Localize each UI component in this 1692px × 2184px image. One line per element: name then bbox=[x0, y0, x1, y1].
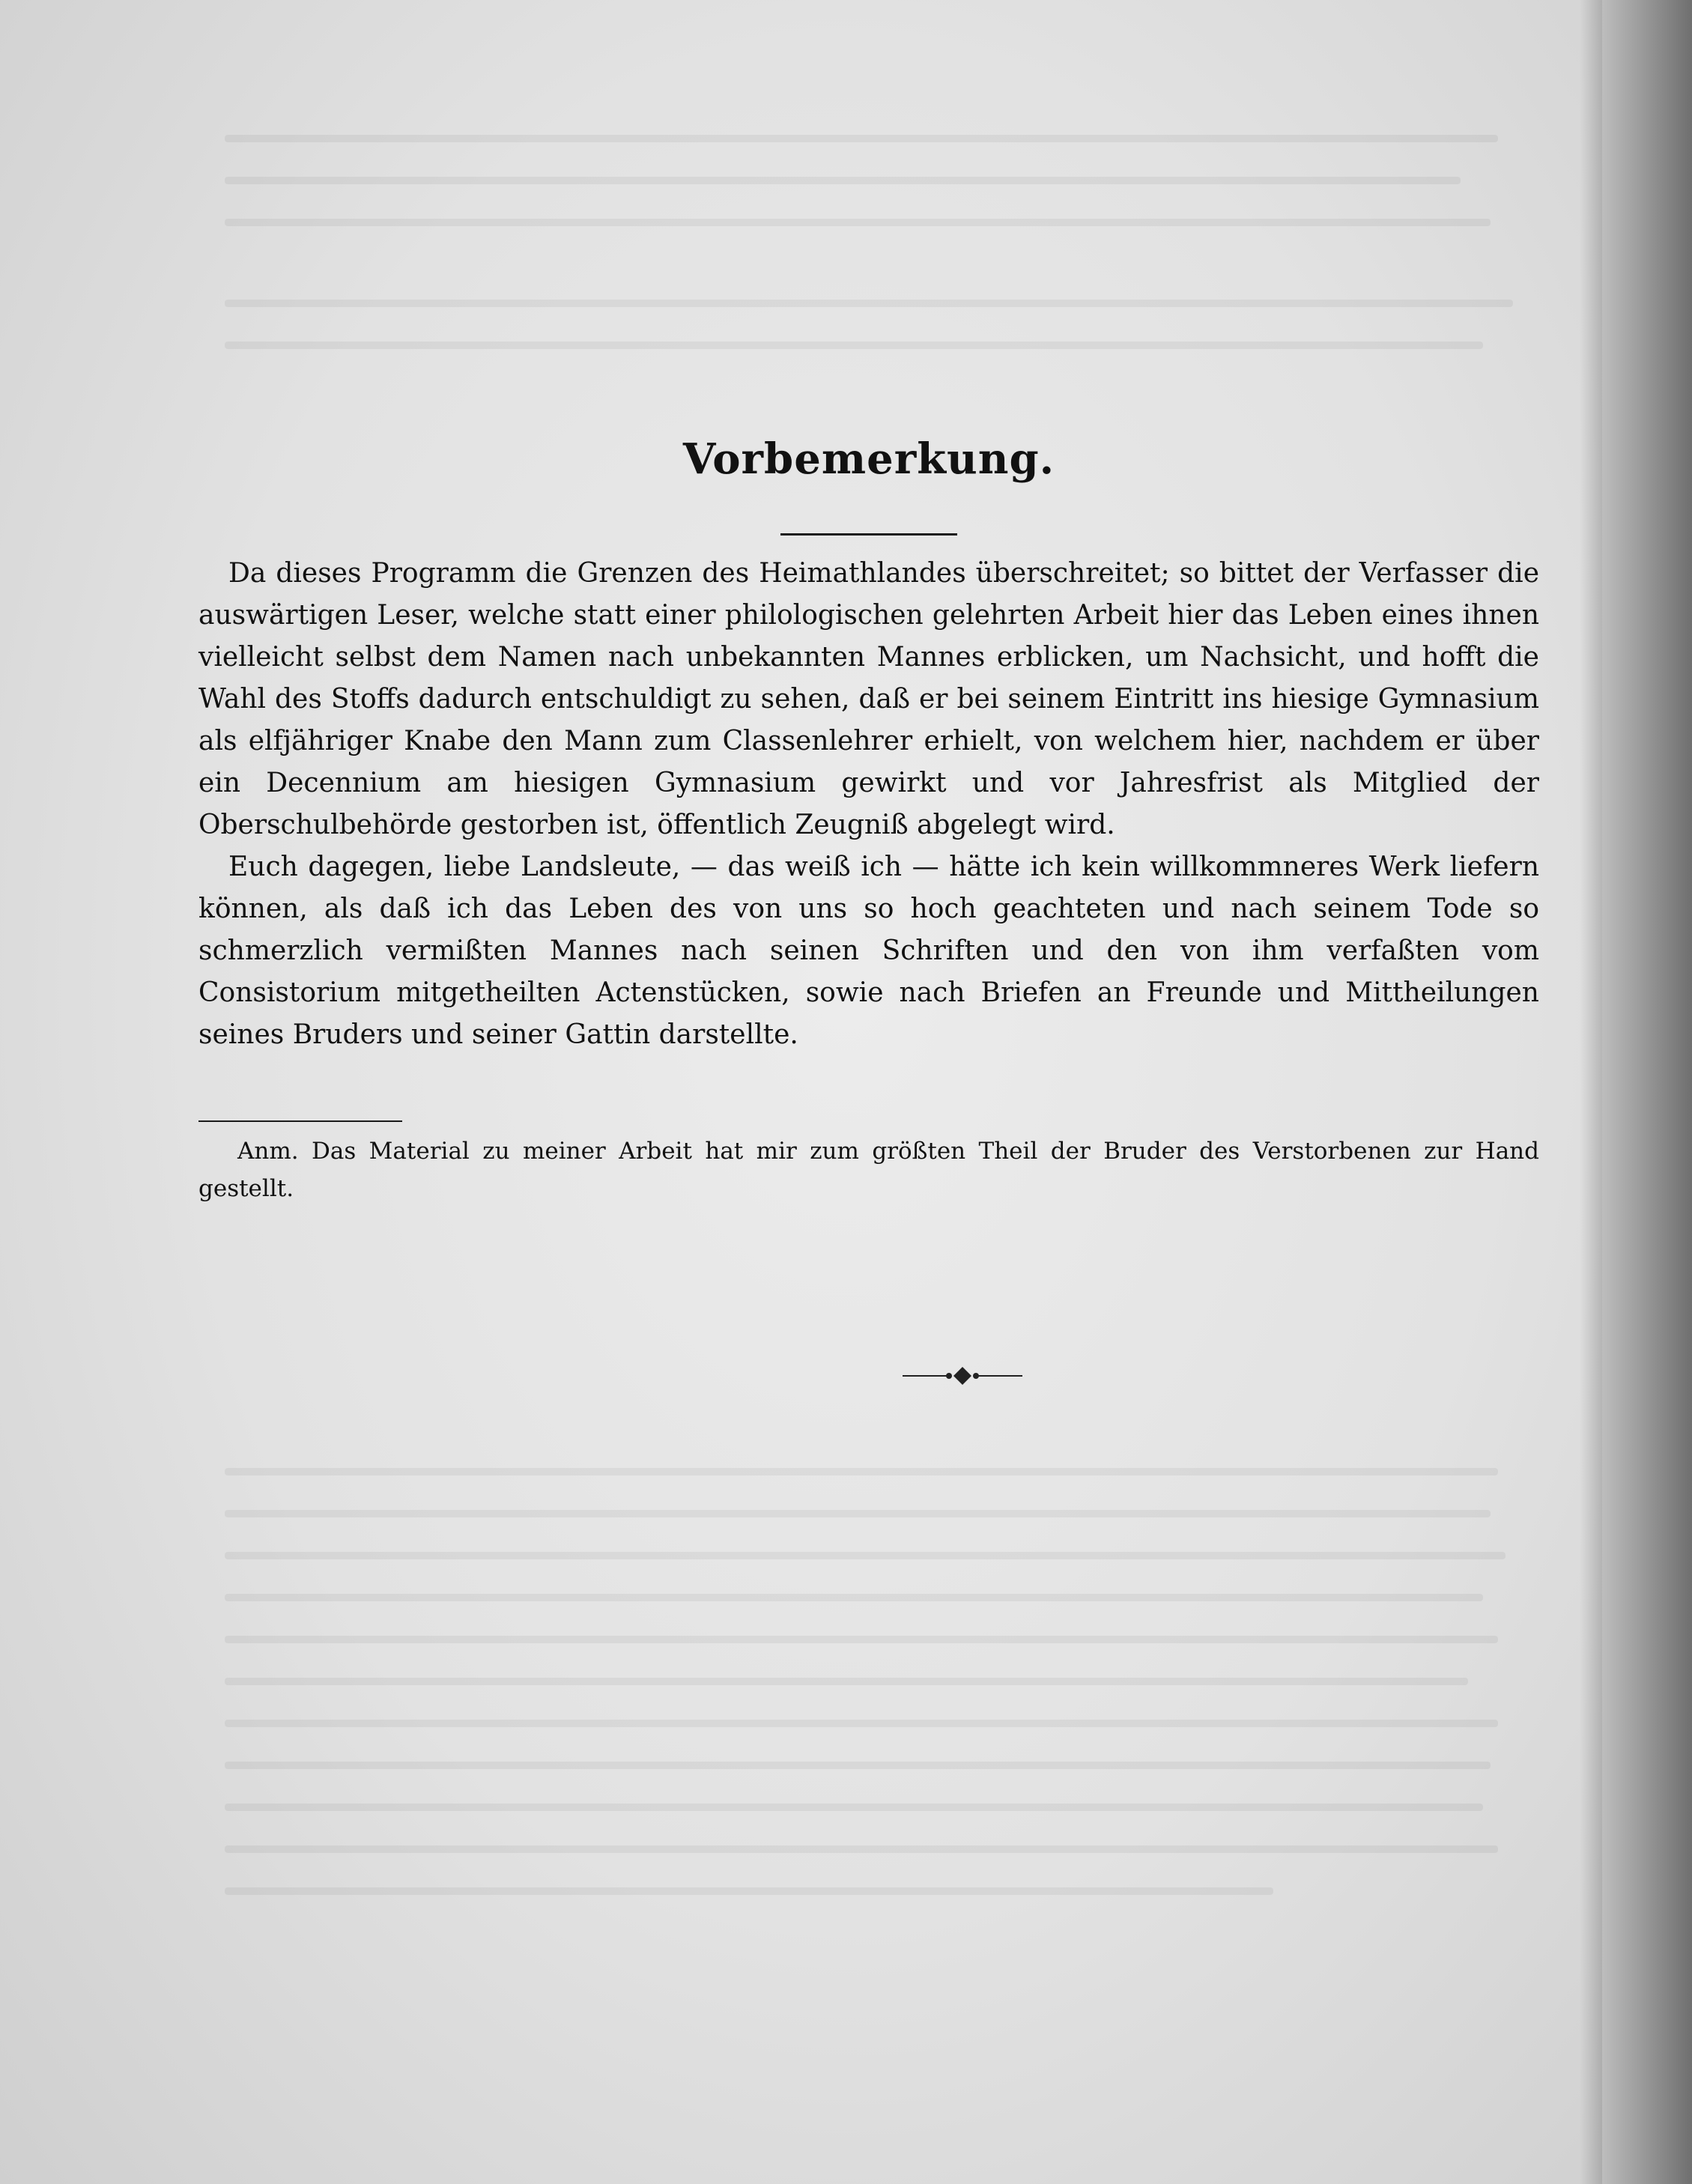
title-underline bbox=[780, 533, 957, 536]
ornament-divider-icon bbox=[903, 1365, 1022, 1387]
bleed-through-line bbox=[225, 177, 1461, 184]
bleed-through-line bbox=[225, 1720, 1498, 1727]
bleed-through-line bbox=[225, 342, 1483, 349]
body-text bbox=[198, 553, 1539, 1056]
bleed-through-line bbox=[225, 1887, 1273, 1895]
bleed-through-line bbox=[225, 1552, 1505, 1559]
bleed-through-line bbox=[225, 1678, 1468, 1685]
footnote: Anm. Das Material zu meiner Arbeit hat mir zum größten Theil der Bruder des Verstorbenen zur Hand gestellt. bbox=[198, 1138, 1539, 1202]
footnote-divider bbox=[198, 1120, 402, 1122]
paragraph: Da dieses Programm die Grenzen des Heimathlandes überschreitet; so bittet der Verfasser die auswärtigen Leser, welche statt einer philologischen gelehrten Arbeit hier das Leben eines ihnen vielleicht selbst dem Namen nach unbekannten Mannes erblicken, um Nachsicht, und hofft die Wahl des Stoffs dadurch entschuldigt zu sehen, daß er bei seinem Eintritt ins hiesige Gymnasium als elfjähriger Knabe den Mann zum Classenlehrer erhielt, von welchem hier, nachdem er über ein Decennium am hiesigen Gymnasium gewirkt und vor Jahresfrist als Mitglied der Oberschulbehörde gestorben ist, öffentlich Zeugniß abgelegt wird. bbox=[198, 558, 1539, 840]
bleed-through-line bbox=[225, 300, 1513, 307]
page-title: Vorbemerkung. bbox=[682, 434, 1055, 484]
paragraph: Euch dagegen, liebe Landsleute, — das weiß ich — hätte ich kein willkommneres Werk liefern können, als daß ich das Leben des von uns so hoch geachteten und nach seinem Tode so schmerzlich vermißten Mannes nach seinen Schriften und den von ihm verfaßten vom Consistorium mitgetheilten Actenstücken, sowie nach Briefen an Freunde und Mittheilungen seines Bruders und seiner Gattin darstellte. bbox=[198, 852, 1539, 1050]
bleed-through-line bbox=[225, 1845, 1498, 1853]
bleed-through-line bbox=[225, 1762, 1491, 1769]
bleed-through-line bbox=[225, 1594, 1483, 1601]
bleed-through-line bbox=[225, 219, 1491, 226]
page-edge bbox=[1602, 0, 1692, 2184]
bleed-through-line bbox=[225, 1636, 1498, 1643]
bleed-through-line bbox=[225, 1804, 1483, 1811]
bleed-through-line bbox=[225, 1468, 1498, 1475]
bleed-through-line bbox=[225, 135, 1498, 142]
page-edge-shadow bbox=[1580, 0, 1602, 2184]
bleed-through-line bbox=[225, 1510, 1491, 1517]
